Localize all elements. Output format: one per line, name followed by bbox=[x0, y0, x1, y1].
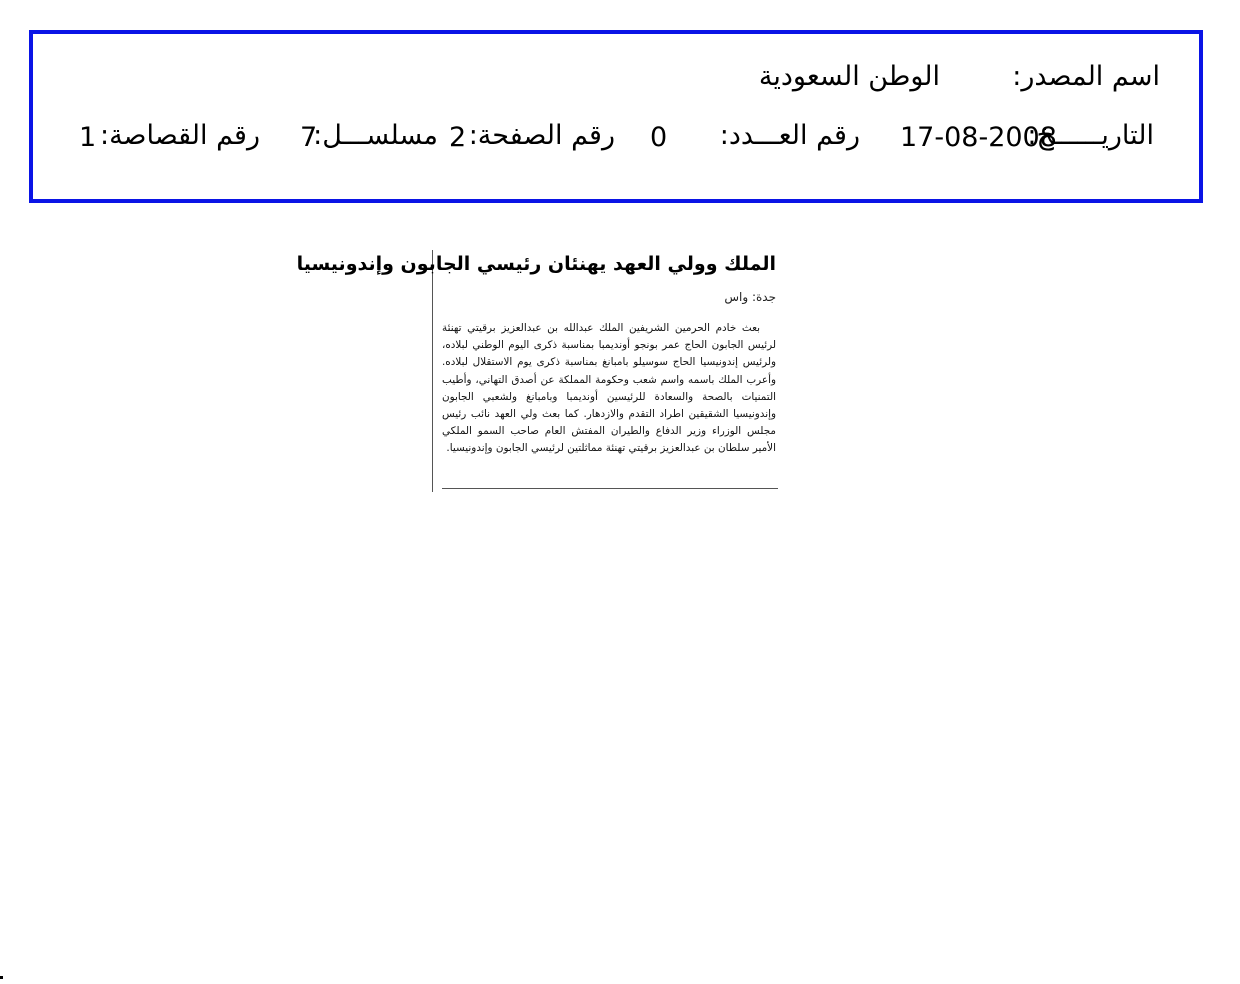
article-byline: جدة: واس bbox=[724, 290, 776, 304]
clip-number-label: رقم القصاصة: bbox=[99, 120, 260, 151]
clipping-left-rule bbox=[432, 250, 433, 492]
page-label: رقم الصفحة: bbox=[468, 120, 615, 151]
clip-number-value: 1 bbox=[79, 122, 97, 153]
article-clipping bbox=[296, 250, 778, 492]
article-body: بعث خادم الحرمين الشريفين الملك عبدالله بن عبدالعزيز برقيتي تهنئة لرئيس الجابون الحاج عمر بونجو أونديمبا بمناسبة ذكرى اليوم الوطني لبلاده، ولرئيس إندونيسيا الحاج سوسيلو بامبانغ بمناسبة ذكرى يوم الاستقلال لبلاده. وأعرب الملك باسمه واسم شعب وحكومة المملكة عن أصدق التهاني، وأطيب التمنيات بالصحة والسعادة للرئيسين أونديمبا وبامبانغ ولشعبي الجابون وإندونيسيا الشقيقين اطراد التقدم والازدهار. كما بعث ولي العهد نائب رئيس مجلس الوزراء وزير الدفاع والطيران المفتش العام صاحب السمو الملكي الأمير سلطان بن عبدالعزيز برقيتي تهنئة مماثلتين لرئيسي الجابون وإندونيسيا. bbox=[442, 322, 776, 455]
clipping-bottom-rule bbox=[442, 488, 778, 489]
serial-label: مسلســـل: bbox=[313, 120, 438, 151]
source-value: الوطن السعودية bbox=[758, 61, 940, 92]
document-header-box bbox=[29, 30, 1203, 203]
article-title: الملك وولي العهد يهنئان رئيسي الجابون وإندونيسيا bbox=[296, 253, 776, 275]
date-label: التاريــــــخ: bbox=[1027, 120, 1154, 151]
source-label: اسم المصدر: bbox=[1012, 61, 1160, 92]
issue-value: 0 bbox=[650, 122, 668, 153]
serial-value: 7 bbox=[300, 122, 318, 153]
scan-corner-mark bbox=[0, 976, 3, 979]
issue-label: رقم العـــدد: bbox=[719, 120, 860, 151]
page-value: 2 bbox=[449, 122, 467, 153]
date-value: 17-08-2008 bbox=[900, 122, 1057, 153]
